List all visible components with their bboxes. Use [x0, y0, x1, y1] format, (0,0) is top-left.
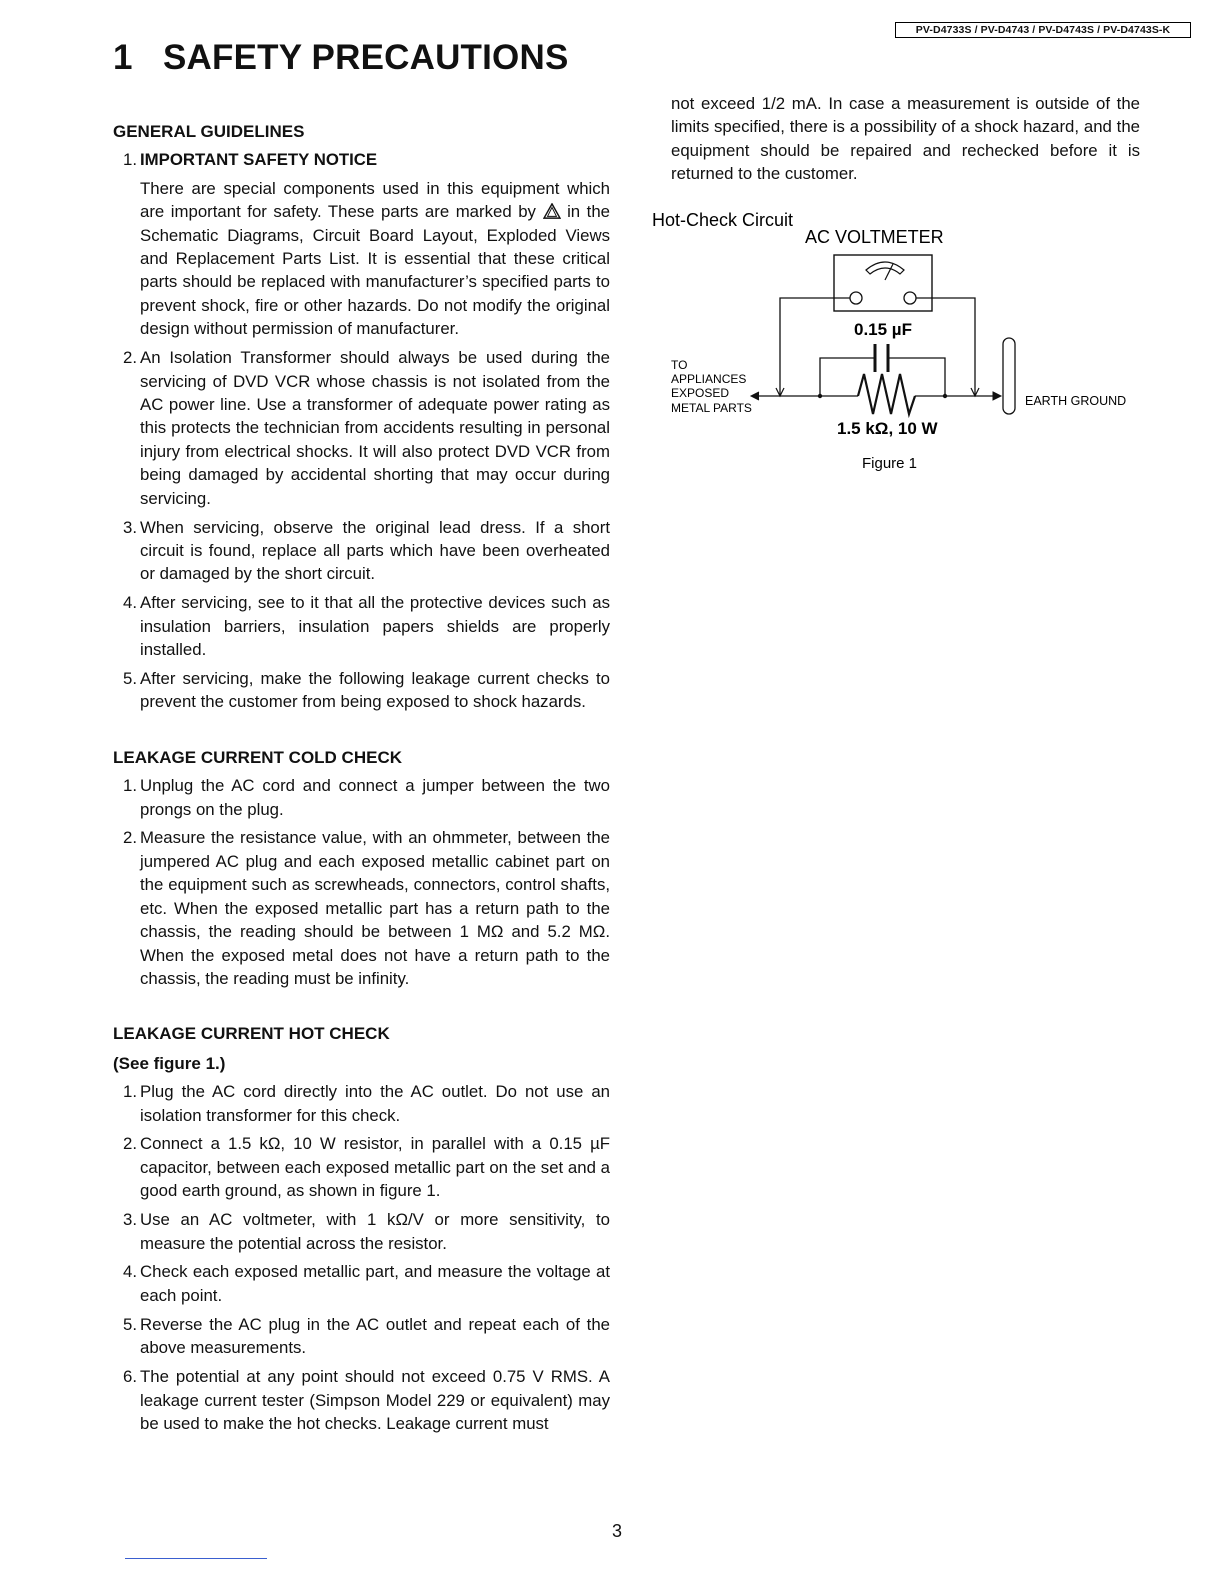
item-text: Unplug the AC cord and connect a jumper between the two prongs on the plug. [140, 776, 610, 819]
item-number: 2. [123, 348, 137, 368]
list-item [113, 346, 610, 510]
list-item [113, 1208, 610, 1255]
left-label-line: TO [671, 358, 688, 372]
cold-check-list [113, 774, 610, 990]
item-text: After servicing, see to it that all the protective devices such as insulation barriers, insulation papers shields are properly installed. [140, 593, 610, 660]
item-number: 3. [123, 517, 137, 537]
junction-dot [943, 394, 947, 398]
section-title: SAFETY PRECAUTIONS [163, 38, 569, 77]
item-text: Reverse the AC plug in the AC outlet and repeat each of the above measurements. [140, 1314, 610, 1358]
safety-notice-text [140, 177, 610, 341]
hot-check-continuation: not exceed 1/2 mA. In case a measurement is outside of the limits specified, there is a possibility of a shock hazard, and the equipment should be repaired and rechecked before it is returned to the customer. [671, 94, 1140, 184]
capacitor-label: 0.15 µF [854, 320, 912, 339]
warning-triangle-icon [543, 203, 561, 219]
list-item [113, 1313, 610, 1360]
junction-dot [818, 394, 822, 398]
page-number: 3 [612, 1521, 623, 1541]
list-item [113, 591, 610, 661]
hot-check-list [113, 1080, 610, 1435]
item-number: 1. [123, 150, 137, 170]
hot-check-heading: LEAKAGE CURRENT HOT CHECK [113, 1024, 390, 1044]
item-text: Check each exposed metallic part, and measure the voltage at each point. [140, 1262, 610, 1305]
figure-caption: Figure 1 [862, 455, 918, 472]
hot-check-subheading: (See figure 1.) [113, 1053, 226, 1073]
voltmeter-lead-left [780, 298, 850, 396]
list-item [113, 1132, 610, 1202]
arrow-head [751, 392, 759, 400]
general-guidelines-heading: GENERAL GUIDELINES [113, 122, 305, 141]
arrow-head [993, 392, 1001, 400]
item-number: 1. [123, 1082, 137, 1102]
item-text: Plug the AC cord directly into the AC outlet. Do not use an isolation transformer for this check. [140, 1082, 610, 1125]
list-item [113, 1365, 610, 1435]
list-item [113, 1080, 610, 1127]
general-guidelines-list [113, 148, 610, 713]
safety-notice-title: IMPORTANT SAFETY NOTICE [140, 150, 378, 170]
model-numbers: PV-D4733S / PV-D4743 / PV-D4743S / PV-D4743S-K [895, 22, 1191, 38]
footer-link-line [125, 1558, 267, 1559]
page-title [113, 38, 569, 78]
left-label-line: EXPOSED [671, 386, 730, 400]
cold-check-heading: LEAKAGE CURRENT COLD CHECK [113, 747, 402, 767]
section-number: 1 [113, 38, 133, 77]
item-text: The potential at any point should not exceed 0.75 V RMS. A leakage current tester (Simpson Model 229 or equivalent) may be used to make the hot checks. Leakage current must [140, 1367, 610, 1433]
voltmeter-terminal [850, 292, 862, 304]
list-item [113, 826, 610, 990]
item-text: When servicing, observe the original lead dress. If a short circuit is found, replace all parts which have been overheated or damaged by the short circuit. [140, 517, 610, 584]
safety-notice-text-b: in the Schematic Diagrams, Circuit Board Layout, Exploded Views and Replacement Parts List. It is essential that these critical parts should be replaced with manufacturer’s specified parts to prevent shock, fire or other hazards. Do not modify the original design without permission of manufacturer. [140, 202, 610, 339]
item-text: An Isolation Transformer should always be used during the servicing of DVD VCR whose chassis is not isolated from the AC power line. Use a transformer of adequate power rating as this protects the technician from accidents resulting in personal injury from electrical shocks. It will also protect DVD VCR from being damaged by accidental shorting that may occur during servicing. [140, 348, 610, 508]
voltmeter-terminal [904, 292, 916, 304]
earth-ground-label: EARTH GROUND [1025, 394, 1127, 408]
left-column [113, 120, 610, 1441]
list-item [113, 667, 610, 714]
figure-title: Hot-Check Circuit [652, 210, 794, 230]
voltmeter-label: AC VOLTMETER [805, 227, 944, 247]
hot-check-circuit-figure [645, 200, 1165, 490]
item-number: 4. [123, 1262, 137, 1282]
list-item [113, 774, 610, 821]
item-number: 3. [123, 1210, 137, 1230]
earth-ground-bar [1003, 338, 1015, 414]
item-number: 5. [123, 668, 137, 688]
list-item [113, 1260, 610, 1307]
item-number: 1. [123, 776, 137, 796]
resistor-label: 1.5 kΩ, 10 W [837, 419, 938, 438]
item-number: 2. [123, 828, 137, 848]
item-number: 2. [123, 1134, 137, 1154]
voltmeter-box [834, 255, 932, 311]
item-number: 6. [123, 1367, 137, 1387]
item-text: Connect a 1.5 kΩ, 10 W resistor, in parallel with a 0.15 µF capacitor, between each exposed metallic part on the set and a good earth ground, as shown in figure 1. [140, 1134, 610, 1201]
left-label-line: APPLIANCES [671, 372, 747, 386]
voltmeter-dial-icon [866, 262, 904, 274]
right-column [671, 92, 1140, 186]
left-label-line: METAL PARTS [671, 401, 752, 415]
safety-notice-text-a: There are special components used in this equipment which are important for safety. These parts are marked by [140, 178, 610, 222]
resistor-symbol [858, 374, 915, 414]
item-text: Use an AC voltmeter, with 1 kΩ/V or more sensitivity, to measure the potential across the resistor. [140, 1210, 610, 1253]
item-number: 5. [123, 1314, 137, 1334]
item-text: Measure the resistance value, with an ohmmeter, between the jumpered AC plug and each exposed metallic cabinet part on the equipment such as screwheads, connectors, control shafts, etc. When the exposed metallic part has a return path to the chassis, the reading should be between 1 MΩ and 5.2 MΩ. When the exposed metal does not have a return path to the chassis, the reading must be infinity. [140, 828, 610, 988]
voltmeter-needle [885, 264, 893, 280]
list-item [113, 148, 610, 340]
item-text: After servicing, make the following leakage current checks to prevent the customer from being exposed to shock hazards. [140, 668, 610, 712]
item-number: 4. [123, 593, 137, 613]
list-item [113, 516, 610, 586]
